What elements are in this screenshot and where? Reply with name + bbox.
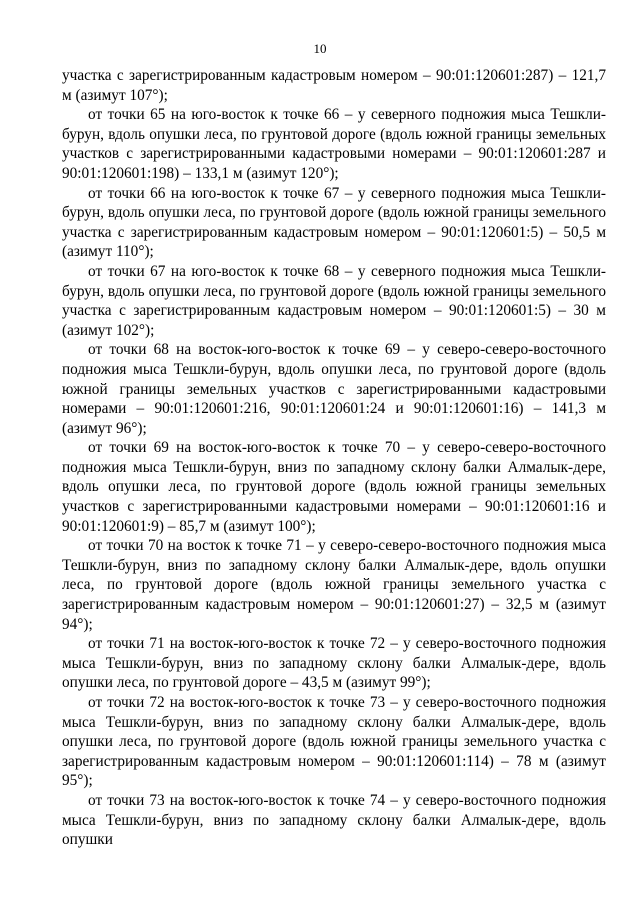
document-body <box>62 66 606 850</box>
paragraph-segment-67-68: от точки 67 на юго-восток к точке 68 – у северного подножия мыса Тешкли-бурун, вдоль опушки леса, по грунтовой дороге (вдоль южной границы земельного участка с зарегистрированным кадастровым номером – 90:01:120601:5) – 30 м (азимут 102°); <box>62 262 606 339</box>
paragraph-segment-71-72: от точки 71 на восток-юго-восток к точке 72 – у северо-восточного подножия мыса Тешкли-бурун, вниз по западному склону балки Алмалык-дере, вдоль опушки леса, по грунтовой дороге – 43,5 м (азимут 99°); <box>62 635 606 692</box>
page-number: 10 <box>313 41 327 56</box>
paragraph-segment-73-74: от точки 73 на восток-юго-восток к точке 74 – у северо-восточного подножия мыса Тешкли-бурун, вниз по западному склону балки Алмалык-дере, вдоль опушки <box>62 791 606 849</box>
paragraph-segment-68-69: от точки 68 на восток-юго-восток к точке 69 – у северо-северо-восточного подножия мыса Тешкли-бурун, вдоль опушки леса, по грунтовой дороге (вдоль южной границы земельных участков с зарегистрированными кадастровыми номерами – 90:01:120601:216, 90:01:120601:24 и 90:01:120601:16) – 141,3 м (азимут 96°); <box>62 341 606 437</box>
paragraph-segment-65-66: от точки 65 на юго-восток к точке 66 – у северного подножия мыса Тешкли-бурун, вдоль опушки леса, по грунтовой дороге (вдоль южной границы земельных участков с зарегистрированными кадастровыми номерами – 90:01:120601:287 и 90:01:120601:198) – 133,1 м (азимут 120°); <box>62 106 606 182</box>
paragraph-continuation: участка с зарегистрированным кадастровым номером – 90:01:120601:287) – 121,7 м (азимут 107°); <box>62 67 606 104</box>
paragraph-segment-72-73: от точки 72 на восток-юго-восток к точке 73 – у северо-восточного подножия мыса Тешкли-бурун, вниз по западному склону балки Алмалык-дере, вдоль опушки леса, по грунтовой дороге (вдоль южной границы земельного участка с зарегистрированным кадастровым номером – 90:01:120601:114) – 78 м (азимут 95°); <box>62 694 606 790</box>
paragraph-segment-69-70: от точки 69 на восток-юго-восток к точке 70 – у северо-северо-восточного подножия мыса Тешкли-бурун, вниз по западному склону балки Алмалык-дере, вдоль опушки леса, по грунтовой дороге (вдоль южной границы земельных участков с зарегистрированными кадастровыми номерами – 90:01:120601:16 и 90:01:120601:9) – 85,7 м (азимут 100°); <box>62 439 606 535</box>
paragraph-segment-66-67: от точки 66 на юго-восток к точке 67 – у северного подножия мыса Тешкли-бурун, вдоль опушки леса, по грунтовой дороге (вдоль южной границы земельного участка с зарегистрированным кадастровым номером – 90:01:120601:5) – 50,5 м (азимут 110°); <box>62 184 606 261</box>
paragraph-segment-70-71: от точки 70 на восток к точке 71 – у северо-северо-восточного подножия мыса Тешкли-бурун, вниз по западному склону балки Алмалык-дере, вдоль опушки леса, по грунтовой дороге (вдоль южной границы земельного участка с зарегистрированным кадастровым номером – 90:01:120601:27) – 32,5 м (азимут 94°); <box>62 537 606 633</box>
